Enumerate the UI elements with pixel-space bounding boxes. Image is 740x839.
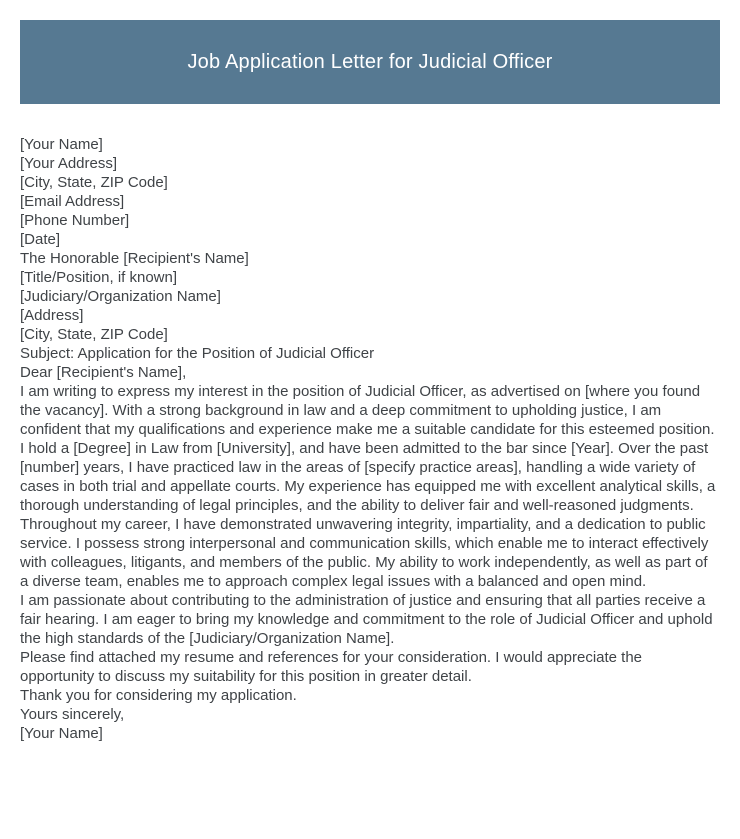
sender-name-line: [Your Name] [20, 136, 103, 153]
sender-phone-line: [Phone Number] [20, 212, 130, 229]
paragraph-attachments: Please find attached my resume and references for your consideration. I would appreciate the opportunity to discuss my suitability for this position in greater detail. [20, 649, 643, 685]
sender-email-line: [Email Address] [20, 193, 125, 210]
paragraph-career: Throughout my career, I have demonstrated unwavering integrity, impartiality, and a dedication to public service. I possess strong interpersonal and communication skills, which enable me to interact effectively with colleagues, litigants, and members of the public. My ability to work independently, as well as part of a diverse team, enables me to approach complex legal issues with a balanced and open mind. [20, 516, 709, 590]
recipient-city-line: [City, State, ZIP Code] [20, 326, 168, 343]
page-title: Job Application Letter for Judicial Officer [187, 51, 553, 73]
subject-line: Subject: Application for the Position of Judicial Officer [20, 345, 375, 362]
salutation-line: Dear [Recipient's Name], [20, 364, 187, 381]
sender-address-line: [Your Address] [20, 155, 118, 172]
paragraph-qualifications: I hold a [Degree] in Law from [University], and have been admitted to the bar since [Year]. Over the past [number] years, I have practiced law in the areas of [specify practice areas], handling a wide variety of cases in both trial and appellate courts. My experience has equipped me with excellent analytical skills, a thorough understanding of legal principles, and the ability to deliver fair and well-reasoned judgments. [20, 440, 716, 514]
paragraph-introduction: I am writing to express my interest in the position of Judicial Officer, as advertised on [where you found the vacancy]. With a strong background in law and a deep commitment to upholding justice, I am confident that my qualifications and experience make me a suitable candidate for this esteemed position. [20, 383, 715, 438]
signature-line: [Your Name] [20, 725, 103, 742]
date-line: [Date] [20, 231, 61, 248]
recipient-title-line: [Title/Position, if known] [20, 269, 178, 286]
thanks-line: Thank you for considering my application. [20, 687, 297, 704]
recipient-address-line: [Address] [20, 307, 84, 324]
closing-line: Yours sincerely, [20, 706, 125, 723]
letter-body [20, 104, 720, 763]
letter-title-banner [20, 20, 720, 104]
letter-template-page [0, 20, 740, 839]
paragraph-motivation: I am passionate about contributing to the administration of justice and ensuring that all parties receive a fair hearing. I am eager to bring my knowledge and commitment to the role of Judicial Officer and uphold the high standards of the [Judiciary/Organization Name]. [20, 592, 713, 647]
recipient-name-line: The Honorable [Recipient's Name] [20, 250, 249, 267]
recipient-organization-line: [Judiciary/Organization Name] [20, 288, 221, 305]
sender-city-line: [City, State, ZIP Code] [20, 174, 168, 191]
